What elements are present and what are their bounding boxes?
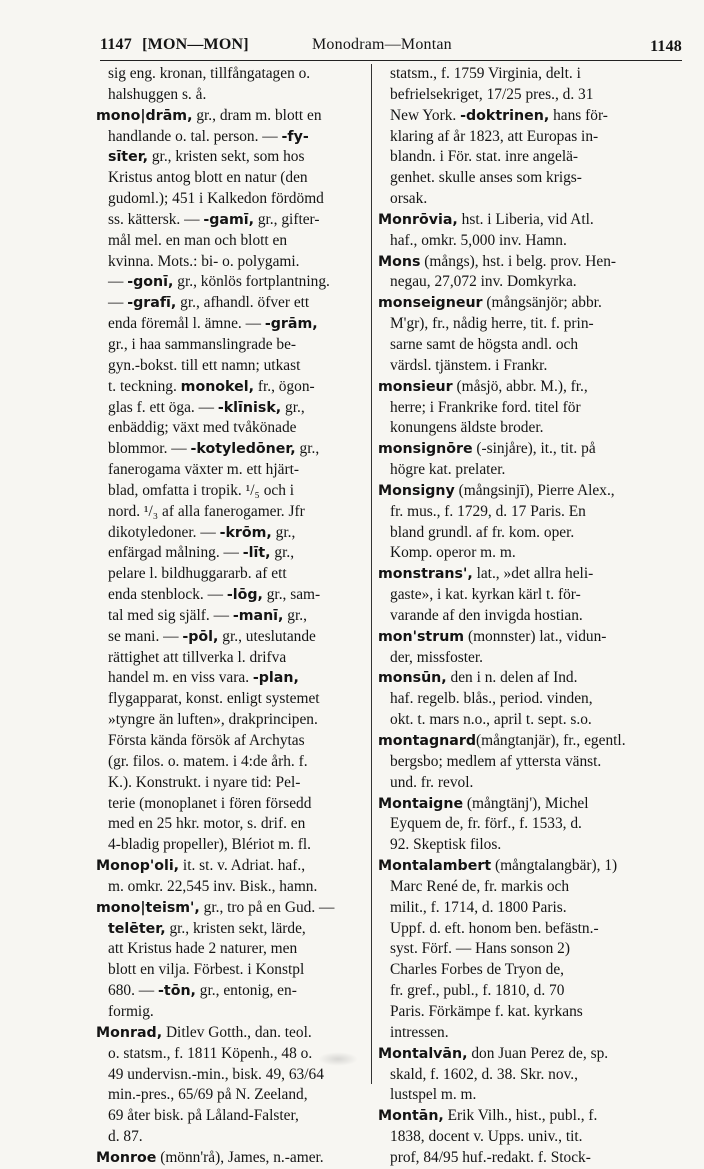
entry-headword-line [378,439,668,460]
line-text: syst. Förf. — Hans sonson 2) [390,940,570,958]
text-line [96,1106,362,1127]
line-text: Kristus antog blott en natur (den [108,169,308,187]
line-text: don Juan Perez de, sp. [467,1044,609,1062]
header-range: [MON—MON] [142,36,249,53]
entry-headword-line [378,210,668,231]
line-text: Charles Forbes de Tryon de, [390,961,564,979]
line-text: blommor. — [108,440,191,458]
entry-headword-line [96,898,362,919]
headword: Monrōvia, [378,211,458,228]
entry-headword-line [378,481,668,502]
line-text: bergsbo; medlem af yttersta vänst. [390,752,602,770]
line-text: sig eng. kronan, tillfångatagen o. [108,65,311,82]
line-text: haf. regelb. blås., period. vinden, [390,690,593,708]
page-header [100,36,682,58]
headword: -grām, [264,316,318,333]
headword: mono|drām, [96,107,193,124]
line-text: o. statsm., f. 1811 Köpenh., 48 o. [108,1044,313,1062]
line-text: blandn. i För. stat. inre angelä- [390,148,579,166]
line-text: statsm., f. 1759 Virginia, delt. i [390,65,581,82]
headword: monstrans', [378,566,473,583]
text-line [378,314,668,335]
text-line [96,981,362,1002]
line-text: min.-pres., 65/69 på N. Zeeland, [108,1086,308,1104]
text-line [378,752,668,773]
line-text: kvinna. Mots.: bi- o. polygami. [108,252,300,270]
headword: sīter, [108,149,149,166]
text-line [96,127,362,148]
line-text: 4-bladig propeller), Blériot m. fl. [108,836,312,854]
headword: -gamī, [203,211,254,228]
headword: Monroe [96,1149,157,1166]
text-line [96,648,362,669]
headword: -kotyledōner, [190,441,296,458]
text-line [378,147,668,168]
text-line [96,64,362,85]
text-line [96,460,362,481]
line-text: Komp. operor m. m. [390,544,516,562]
line-text: — [108,294,128,312]
text-line [96,668,362,689]
entry-headword-line [378,731,668,752]
line-text: intressen. [390,1023,449,1041]
line-text: haf., omkr. 5,000 inv. Hamn. [390,231,567,249]
line-text: (mönn'rå), James, n.-amer. [156,1148,324,1166]
headword: -līt, [242,545,271,562]
line-text: gr., afhandl. öfver ett [176,294,310,312]
line-text: (mångtanjär), fr., egentl. [475,732,626,749]
line-text: skald, f. 1602, d. 38. Skr. nov., [390,1065,578,1083]
line-text: herre; i Frankrike ford. titel för [390,398,581,416]
line-text: fr., ögon- [253,377,315,395]
line-text: hst. i Liberia, vid Atl. [457,210,594,228]
line-text: 92. Skeptisk filos. [390,836,502,854]
text-line [378,981,668,1002]
text-line [96,335,362,356]
text-line [378,418,668,439]
headword: -pōl, [182,628,219,645]
line-text: se mani. — [108,627,183,645]
text-line [96,252,362,273]
line-text: konungens äldste broder. [390,419,544,437]
entry-headword-line [96,147,362,168]
headword: monsieur [378,378,453,395]
line-text: 680. — [108,982,159,1000]
line-text: enfärgad målning. — [108,544,243,562]
entry-headword-line [378,794,668,815]
line-text: gr., [281,398,305,416]
line-text: Ditlev Gotth., dan. teol. [162,1023,312,1041]
text-line [378,85,668,106]
headword: Montaigne [378,795,464,812]
headword: monseigneur [378,295,483,312]
text-line [378,231,668,252]
line-text: (mångtänj'), Michel [463,794,589,812]
text-line [378,710,668,731]
text-line [378,877,668,898]
line-text: und. fr. revol. [390,773,474,791]
text-line [378,523,668,544]
column-divider [371,64,372,1084]
text-line [96,1085,362,1106]
line-text: befrielsekriget, 17/25 pres., d. 31 [390,85,594,103]
line-text: hans för- [549,106,608,124]
text-line [96,773,362,794]
line-text: blott en vilja. Förbest. i Konstpl [108,961,305,979]
entry-headword-line [96,1148,362,1169]
text-line [378,606,668,627]
line-text: fanerogama växter m. ett hjärt- [108,461,300,479]
headword: -doktrinen, [460,107,550,124]
line-text: formig. [108,1002,154,1020]
line-text: fr. mus., f. 1729, d. 17 Paris. En [390,502,586,520]
line-text: den i n. delen af Ind. [446,669,578,687]
headword: -krōm, [219,524,272,541]
line-text: gyn.-bokst. till ett namn; utkast [108,356,301,374]
line-text: d. 87. [108,1128,143,1146]
line-text: orsak. [390,190,428,208]
line-text: der, missfoster. [390,648,483,666]
text-line [378,1002,668,1023]
text-line [378,64,668,85]
entry-headword-line [378,1044,668,1065]
line-text: tal med sig själf. — [108,606,233,624]
text-line [96,439,362,460]
line-text: gr., könlös fortplantning. [173,273,330,291]
line-text: 1838, docent v. Upps. univ., tit. [390,1128,583,1146]
line-text: (monnster) lat., vidun- [464,627,607,645]
text-line [96,272,362,293]
headword: -lōg, [226,587,263,604]
entry-headword-line [378,564,668,585]
line-text: gr., kristen sekt, som hos [148,148,305,166]
line-text: rättighet att tillverka l. drifva [108,648,287,666]
text-line [378,398,668,419]
line-text: »tyngre än luften», drakprincipen. [108,711,318,729]
line-text: gr., sam- [262,586,321,604]
headword: -tōn, [158,983,196,1000]
text-line [378,898,668,919]
text-line [378,356,668,377]
line-text: högre kat. prelater. [390,461,506,479]
entry-headword-line [378,668,668,689]
entry-headword-line [378,377,668,398]
headword: Montalvān, [378,1045,468,1062]
text-line [96,731,362,752]
headword: mon'strum [378,628,465,645]
text-line [378,127,668,148]
text-line [378,919,668,940]
text-line [96,398,362,419]
text-line [96,710,362,731]
text-line [96,689,362,710]
line-text: gr., [295,440,320,458]
line-text: (mångsinjī), Pierre Alex., [454,481,615,499]
line-text: gr., i haa sammanslingrade be- [108,335,297,353]
text-line [378,460,668,481]
line-text: bland grundl. af fr. kom. oper. [390,523,575,541]
line-text: ss. kättersk. — [108,210,204,228]
line-text: 49 undervisn.-min., bisk. 49, 63/64 [108,1065,324,1083]
headword: Monrad, [96,1024,163,1041]
line-text: terie (monoplanet i fören försedd [108,794,312,812]
line-text: gr., kristen sekt, lärde, [165,919,306,937]
text-line [378,1148,668,1169]
headword: monsūn, [378,670,447,687]
line-text: sarne samt de högsta andl. och [390,335,579,353]
line-text: Marc René de, fr. markis och [390,877,570,895]
line-text: med en 25 hkr. motor, s. drif. en [108,815,306,833]
line-text: mål mel. en man och blott en [108,231,288,249]
headword: Montān, [378,1108,444,1125]
line-text: — [108,273,128,291]
text-line [378,106,668,127]
header-center-title: Monodram—Montan [312,36,452,53]
line-text: 69 åter bisk. på Låland-Falster, [108,1107,299,1125]
text-line [378,272,668,293]
line-text: värdsl. tjänstem. i Frankr. [390,356,548,374]
headword: telēter, [108,920,166,937]
line-text: okt. t. mars n.o., april t. sept. s.o. [390,711,592,729]
entry-headword-line [378,627,668,648]
left-column [96,64,362,1169]
text-line [378,814,668,835]
text-line [96,752,362,773]
entry-headword-line [96,919,362,940]
text-line [378,189,668,210]
text-line [96,210,362,231]
line-text: it. st. v. Adriat. haf., [179,857,306,875]
headword: -fy- [281,128,309,145]
line-text: milit., f. 1714, d. 1800 Paris. [390,898,567,916]
text-line [96,1065,362,1086]
text-line [96,585,362,606]
text-line [378,835,668,856]
text-line [378,773,668,794]
line-text: gr., uteslutande [218,627,316,645]
line-text: dikotyledoner. — [108,523,220,541]
line-text: enbäddig; växt med tvåkönade [108,419,297,437]
text-line [96,606,362,627]
line-text: lat., »det allra heli- [472,565,594,583]
entry-headword-line [96,1023,362,1044]
text-line [96,1127,362,1148]
text-line [96,794,362,815]
headword: -plan, [252,670,299,687]
line-text: (mångsänjör; abbr. [482,294,602,312]
line-text: (-sinjåre), it., tit. på [472,440,596,458]
header-rule [100,60,682,61]
headword: -manī, [232,607,284,624]
line-text: gr., tro på en Gud. — [199,898,335,916]
line-text: gr., [271,523,296,541]
text-line [96,835,362,856]
line-text: varande af den invigda hostian. [390,606,583,624]
line-text: Eyquem de, fr. förf., f. 1533, d. [390,815,582,833]
line-text: glas f. ett öga. — [108,398,218,416]
line-text: New York. [390,106,461,124]
line-text: fr. gref., publ., f. 1810, d. 70 [390,982,565,1000]
text-line [96,189,362,210]
text-line [96,1002,362,1023]
text-line [378,543,668,564]
line-text: nord. ¹/₃ af alla fanerogamer. Jfr [108,502,305,520]
text-line [378,648,668,669]
line-text: klaring af år 1823, att Europas in- [390,127,599,145]
headword: Monop'oli, [96,858,180,875]
line-text: M'gr), fr., nådig herre, tit. f. prin- [390,315,594,333]
entry-headword-line [378,252,668,273]
entry-headword-line [378,293,668,314]
line-text: flygapparat, konst. enligt systemet [108,690,320,708]
headword: mono|teism', [96,899,200,916]
line-text: K.). Konstrukt. i nyare tid: Pel- [108,773,301,791]
line-text: halshuggen s. å. [108,85,207,103]
text-line [96,543,362,564]
line-text: (mångtalangbär), 1) [491,857,618,875]
line-text: blad, omfatta i tropik. ¹/₅ och i [108,481,295,499]
line-text: pelare l. bildhuggararb. af ett [108,565,287,583]
line-text: handlande o. tal. person. — [108,127,282,145]
line-text: prof, 84/95 huf.-redakt. f. Stock- [390,1148,591,1166]
text-line [96,356,362,377]
line-text: Uppf. d. eft. honom ben. befästn.- [390,919,599,937]
text-line [378,1085,668,1106]
text-line [378,502,668,523]
text-line [378,689,668,710]
text-line [96,814,362,835]
page-number-left: 1147 [100,36,132,53]
line-text: (gr. filos. o. matem. i 4:de årh. f. [108,752,308,770]
scan-smudge [318,1052,358,1066]
text-line [96,502,362,523]
text-line [96,939,362,960]
line-text: enda föremål l. ämne. — [108,315,265,333]
header-left [100,36,249,54]
line-text: gr., entonig, en- [195,982,297,1000]
line-text: gr., gifter- [253,210,320,228]
text-line [378,1023,668,1044]
text-line [378,939,668,960]
line-text: (mångs), hst. i belg. prov. Hen- [420,252,617,270]
text-line [96,481,362,502]
line-text: Första kända försök af Archytas [108,732,305,749]
text-line [96,627,362,648]
headword: -grafī, [127,295,177,312]
text-line [96,523,362,544]
text-line [96,418,362,439]
line-text: gr., [283,606,307,624]
text-line [378,1065,668,1086]
text-line [378,1127,668,1148]
line-text: negau, 27,072 inv. Domkyrka. [390,273,577,291]
line-text: att Kristus hade 2 naturer, men [108,940,298,958]
entry-headword-line [96,106,362,127]
line-text: (måsjö, abbr. M.), fr., [452,377,588,395]
headword: -gonī, [127,274,174,291]
text-line [96,877,362,898]
line-text: Erik Vilh., hist., publ., f. [443,1107,598,1125]
text-line [378,335,668,356]
line-text: genhet. skulle anses som krigs- [390,169,582,187]
headword: Mons [378,253,421,270]
line-text: handel m. en viss vara. [108,669,253,687]
text-line [96,960,362,981]
entry-headword-line [378,1106,668,1127]
entry-headword-line [378,856,668,877]
text-line [96,564,362,585]
text-line [96,168,362,189]
right-column [378,64,668,1169]
line-text: Paris. Förkämpe f. kat. kyrkans [390,1002,583,1020]
text-line [378,960,668,981]
line-text: enda stenblock. — [108,586,227,604]
text-line [96,314,362,335]
text-line [378,585,668,606]
text-line [96,231,362,252]
headword: -klīnisk, [217,399,282,416]
headword: Monsigny [378,482,455,499]
headword: montagnard [378,733,476,749]
text-line [378,168,668,189]
line-text: gr., dram m. blott en [192,106,322,124]
headword: monsignōre [378,441,473,458]
headword: Montalambert [378,858,492,875]
page-number-right: 1148 [650,38,682,55]
line-text: gudoml.); 451 i Kalkedon fördömd [108,190,324,208]
line-text: t. teckning. [108,377,181,395]
line-text: m. omkr. 22,545 inv. Bisk., hamn. [108,877,318,895]
text-line [96,85,362,106]
line-text: gaste», i kat. kyrkan kärl t. för- [390,586,581,604]
text-line [96,377,362,398]
text-line [96,293,362,314]
entry-headword-line [96,856,362,877]
line-text: gr., [270,544,295,562]
line-text: lustspel m. m. [390,1086,477,1104]
headword: monokel, [180,378,254,395]
